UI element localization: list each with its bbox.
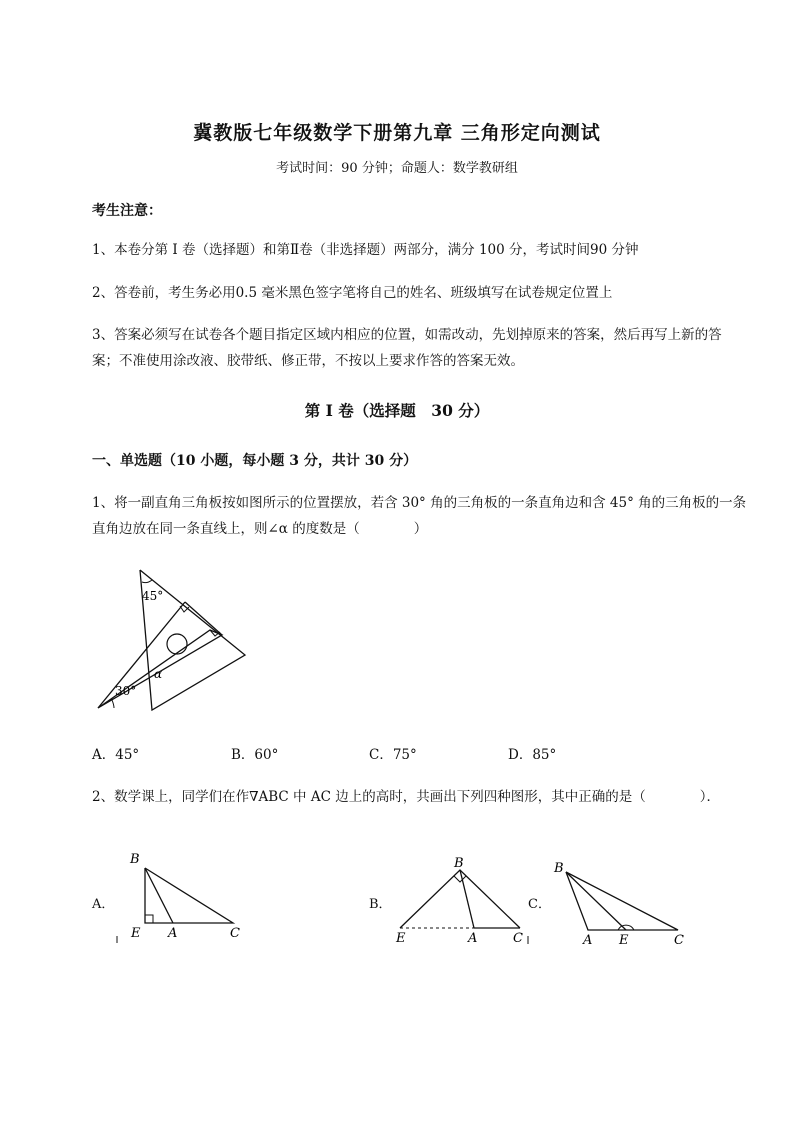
q1-triangle-figure [90,560,260,720]
q2b-side-ba [460,870,474,928]
q1-arc-30 [112,700,114,708]
question-2-text: 2、数学课上，同学们在作∇ABC 中 AC 边上的高时，共画出下列四种图形，其中正确的是（ ）． [92,789,720,805]
q2c-label-a: A [583,933,593,948]
q2-figure-b [390,850,535,950]
q2b-label-a: A [468,931,478,946]
q2-figure-c [548,852,698,952]
q2a-label-e: E [131,926,141,941]
q1-arc-45 [142,580,152,583]
q2-option-c-label[interactable]: C． [528,897,551,912]
q1-option-d[interactable]: D．85° [508,747,557,763]
q2b-label-e: E [396,931,406,946]
q1-option-b[interactable]: B．60° [231,747,279,763]
q1-label-alpha: α [154,667,163,681]
q2c-triangle-outline [566,872,678,930]
q2a-label-b: B [130,852,140,867]
q2a-label-c: C [230,926,240,941]
q1-option-c[interactable]: C．75° [369,747,417,763]
q2c-label-e: E [619,933,629,948]
q2-figure-a [115,848,255,948]
question-1-text: 1、将一副直角三角板按如图所示的位置摆放，若含 30° 角的三角板的一条直角边和含 45° 角的三角板的一条直角边放在同一条直线上，则∠α 的度数是（ ） [92,495,747,537]
q2-option-b-label[interactable]: B． [369,897,392,912]
q2a-triangle-outline [145,868,233,923]
q1-option-a[interactable]: A．45° [92,747,140,763]
q2c-line-be [566,872,626,930]
exam-info: 考试时间：90 分钟；命题人：数学教研组 [276,161,518,176]
q2c-label-c: C [674,933,684,948]
q1-leg [185,602,222,635]
q2b-label-c: C [513,931,523,946]
q2a-right-angle-mark [145,915,153,923]
q2b-label-b: B [454,856,464,871]
q2c-label-b: B [554,861,564,876]
section-title: 第 I 卷（选择题 30 分） [304,401,490,420]
q1-hole-circle [167,634,187,654]
q2-option-a-label[interactable]: A． [92,897,115,912]
page-title: 冀教版七年级数学下册第九章 三角形定向测试 [193,122,601,144]
notice-item-3: 3、答案必须写在试卷各个题目指定区域内相应的位置，如需改动，先划掉原来的答案，然后再写上新的答案；不准使用涂改液、胶带纸、修正带，不按以上要求作答的答案无效。 [92,327,722,369]
q1-hypotenuse [98,602,185,708]
q2b-sides-eb-bc [400,870,520,928]
notice-item-2: 2、答卷前，考生务必用0.5 毫米黑色签字笔将自己的姓名、班级填写在试卷规定位置上 [92,285,613,301]
q1-label-45: 45° [142,589,164,603]
q1-label-30: 30° [115,684,137,698]
notice-item-1: 1、本卷分第 I 卷（选择题）和第Ⅱ卷（非选择题）两部分，满分 100 分，考试时间90 分钟 [92,242,639,258]
notice-heading: 考生注意： [92,203,162,219]
q2a-label-a: A [168,926,178,941]
part-heading: 一、单选题（10 小题，每小题 3 分，共计 30 分） [92,453,418,469]
q2b-right-angle-mark [454,876,466,882]
